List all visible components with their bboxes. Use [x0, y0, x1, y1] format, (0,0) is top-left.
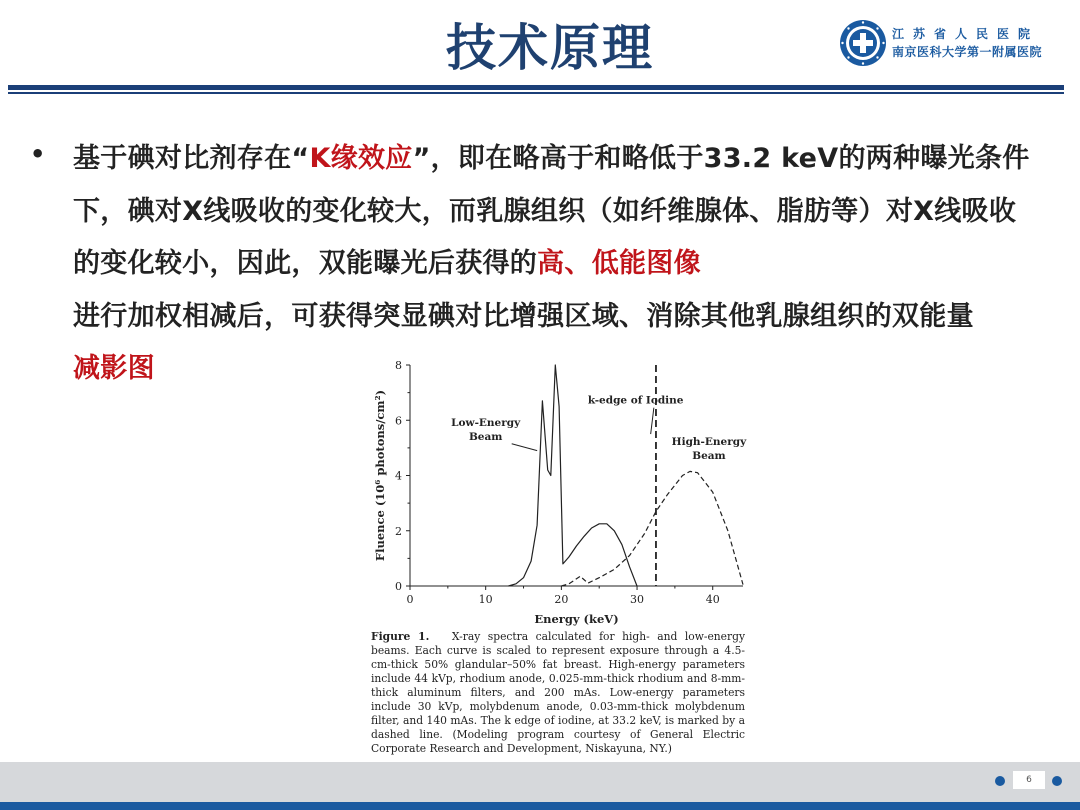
hospital-affiliation: 南京医科大学第一附属医院: [892, 45, 1043, 59]
footer-dot-icon: [1052, 776, 1062, 786]
series-line-high-energy: [561, 471, 743, 586]
text-segment: ”，即在略高于和略低于33.2 keV的两种曝光条件下，碘对X线吸收的变化较大，而乳腺组织（如纤维腺体、脂肪等）对X线吸收的变化较小，因此，双能曝光后获得的: [73, 143, 1030, 279]
annotation-k-edge: k-edge of Iodine: [587, 394, 684, 407]
y-tick-label: 2: [395, 524, 402, 538]
text-segment: 基于碘对比剂存在“: [73, 143, 310, 174]
x-tick-label: 20: [554, 593, 569, 606]
y-axis-label: Fluence (10⁶ photons/cm²): [373, 389, 387, 562]
annotation-high-energy: High-Energy: [671, 436, 747, 449]
highlight-k-edge: K缘效应: [309, 143, 413, 174]
annotation-high-energy-2: Beam: [692, 450, 726, 463]
text-segment: 进行加权相减后，可获得突显碘对比增强区域、消除其他乳腺组织的双能量: [73, 300, 974, 332]
header-rule: [8, 85, 1064, 90]
header-rule-thin: [8, 92, 1064, 94]
annotation-low-energy: Low-Energy: [451, 416, 521, 429]
annotation-arrow: [651, 408, 654, 434]
y-tick-label: 0: [395, 580, 402, 593]
x-tick-label: 40: [705, 593, 720, 606]
page-number: 6: [1013, 771, 1045, 789]
y-tick-label: 8: [395, 359, 402, 372]
highlight-images: 高、低能图像: [537, 248, 701, 279]
hospital-emblem-icon: [838, 18, 888, 68]
y-tick-label: 6: [395, 414, 402, 428]
annotation-low-energy-2: Beam: [468, 430, 503, 443]
figure-caption: [371, 630, 745, 756]
footer-band: [0, 762, 1080, 802]
x-tick-label: 30: [630, 593, 645, 606]
x-tick-label: 10: [478, 593, 493, 606]
hospital-name: 江苏省人民医院: [892, 27, 1040, 41]
footer-bar: [0, 802, 1080, 810]
page-title: 技术原理: [446, 19, 654, 77]
x-axis-label: Energy (keV): [534, 612, 619, 626]
highlight-subtraction: 减影图: [73, 353, 155, 384]
figure-caption-text: X-ray spectra calculated for high- and low-energy beams. Each curve is scaled to represent exposure through a 4.5-cm-thick 50% glandular–50% fat breast. High-energy parameters include 44 kVp, rhodium anode, 0.025-mm-thick rhodium and 8-mm-thick aluminum filters, and 200 mAs. Low-energy parameters include 30 kVp, molybdenum anode, 0.03-mm-thick molybdenum filter, and 140 mAs. The k edge of iodine, at 33.2 keV, is marked by a dashed line. (Modeling program courtesy of General Electric Corporate Research and Development, Niskayuna, NY.): [371, 630, 745, 755]
bullet-marker: •: [30, 140, 46, 168]
x-tick-label: 0: [406, 593, 414, 606]
y-tick-label: 4: [395, 469, 402, 483]
figure-label: Figure 1.: [371, 630, 430, 643]
annotation-arrow: [512, 444, 537, 451]
footer-dot-icon: [995, 776, 1005, 786]
